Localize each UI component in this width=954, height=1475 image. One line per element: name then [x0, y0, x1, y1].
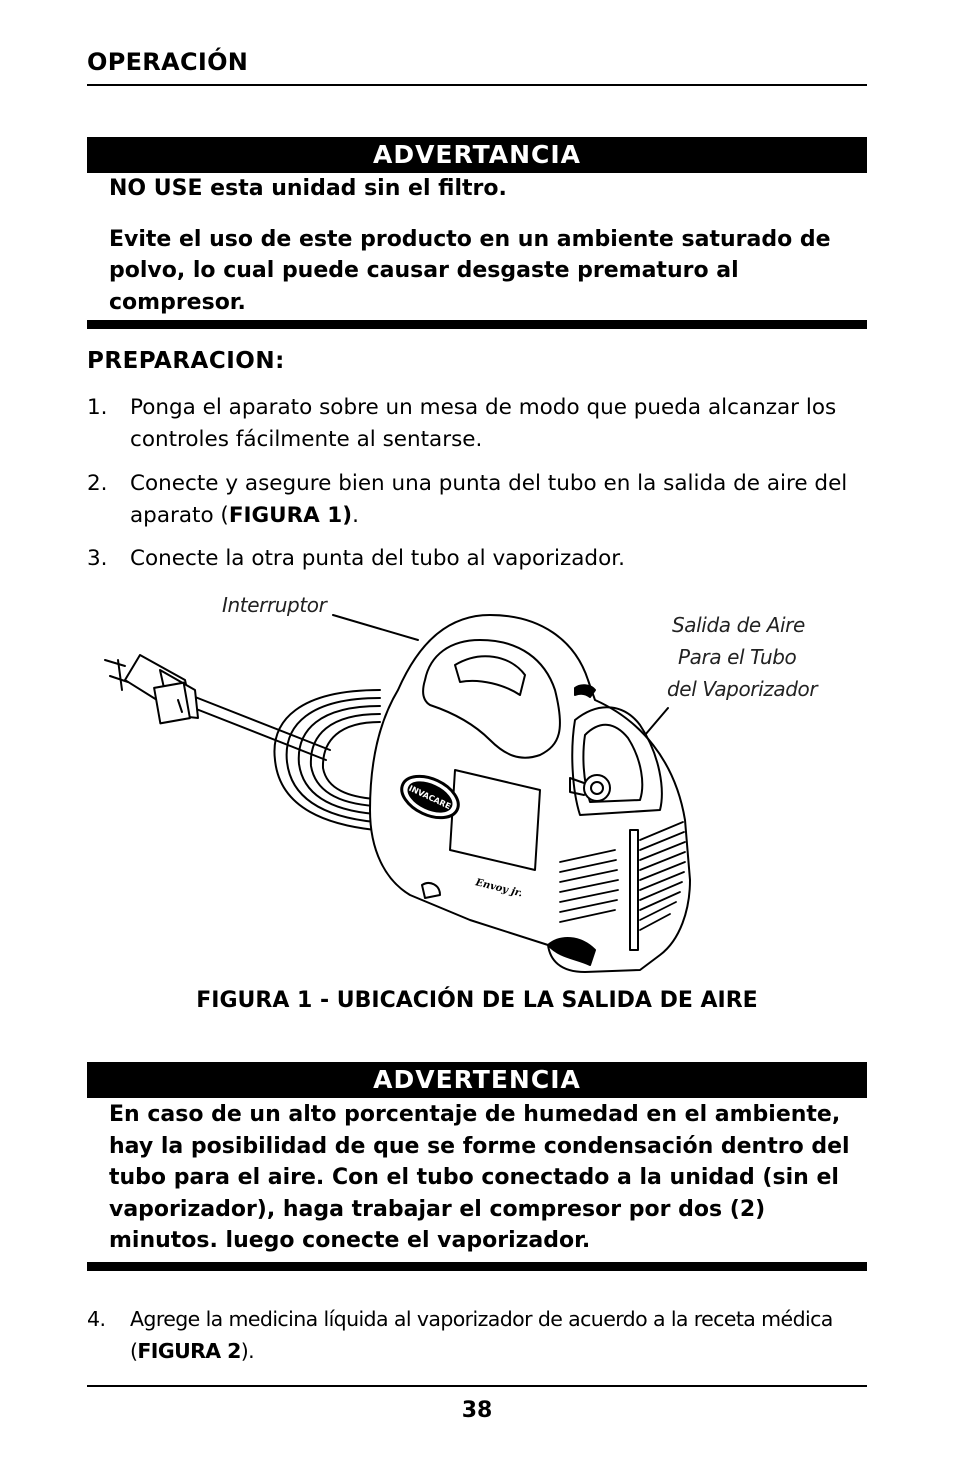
compressor-illustration: [80, 590, 880, 980]
coiled-tube: [274, 690, 380, 830]
step-2-text-after: .: [352, 503, 359, 528]
step-1-number: 1.: [87, 395, 108, 420]
step-2: [87, 468, 857, 532]
warning-banner-2: ADVERTENCIA: [87, 1062, 867, 1098]
step-4: [87, 1303, 857, 1367]
section-title: OPERACIÓN: [87, 48, 249, 76]
step-1: [87, 392, 857, 456]
step-2-text-before: Conecte y asegure bien una punta del tubo en la salida de aire del aparato (: [130, 471, 848, 528]
page-number: 38: [461, 1398, 493, 1423]
header-rule: [87, 84, 867, 86]
brand-badge-text: INVACARE: [407, 783, 453, 812]
warning-2-body: En caso de un alto porcentaje de humedad en el ambiente, hay la posibilidad de que se forme condensación dentro del tubo para el aire. Con el tubo conectado a la unidad (sin el vaporizador), haga trabajar el compresor por dos (2) minutos. luego conecte el vaporizador.: [109, 1102, 850, 1253]
warning-1-bold: NO USE: [109, 176, 203, 201]
step-2-number: 2.: [87, 471, 108, 496]
warning-2-bottom-rule: [87, 1262, 867, 1271]
label-switch: Interruptor: [222, 593, 327, 617]
plug-icon: [105, 655, 198, 723]
warning-1-bottom-rule: [87, 320, 867, 329]
step-4-text: [130, 1303, 857, 1367]
step-4-number: 4.: [87, 1307, 106, 1331]
step-4-figure-ref: FIGURA 2: [137, 1339, 241, 1363]
step-2-figure-ref: FIGURA 1): [228, 503, 353, 528]
warning-1-body: [109, 173, 854, 318]
warning-1-paragraph-2: Evite el uso de este producto en un ambiente saturado de polvo, lo cual puede causar desgaste prematuro al compresor.: [109, 226, 831, 315]
label-outlet-line-2: Para el Tubo: [678, 645, 797, 669]
switch-leader-line: [333, 615, 418, 640]
label-outlet-line-3: del Vaporizador: [667, 677, 818, 701]
step-3-text: Conecte la otra punta del tubo al vaporizador.: [130, 546, 625, 571]
preparation-heading: PREPARACION:: [87, 348, 285, 374]
step-2-text: [130, 468, 857, 532]
warning-1-rest: esta unidad sin el filtro.: [202, 176, 507, 201]
step-4-text-before: Agrege la medicina líquida al vaporizador de acuerdo a la receta médica (: [130, 1307, 833, 1363]
step-4-text-after: ).: [240, 1339, 255, 1363]
warning-1-line-1: [109, 173, 854, 205]
figure-1-caption: FIGURA 1 - UBICACIÓN DE LA SALIDA DE AIRE: [196, 988, 758, 1013]
model-script-text: Envoy jr.: [474, 877, 524, 900]
warning-banner-1: ADVERTANCIA: [87, 137, 867, 173]
footer-rule: [87, 1385, 867, 1387]
step-1-text: Ponga el aparato sobre un mesa de modo que pueda alcanzar los controles fácilmente al sentarse.: [130, 395, 837, 452]
step-3: [87, 543, 857, 575]
step-3-number: 3.: [87, 546, 108, 571]
label-outlet-line-1: Salida de Aire: [672, 613, 805, 637]
